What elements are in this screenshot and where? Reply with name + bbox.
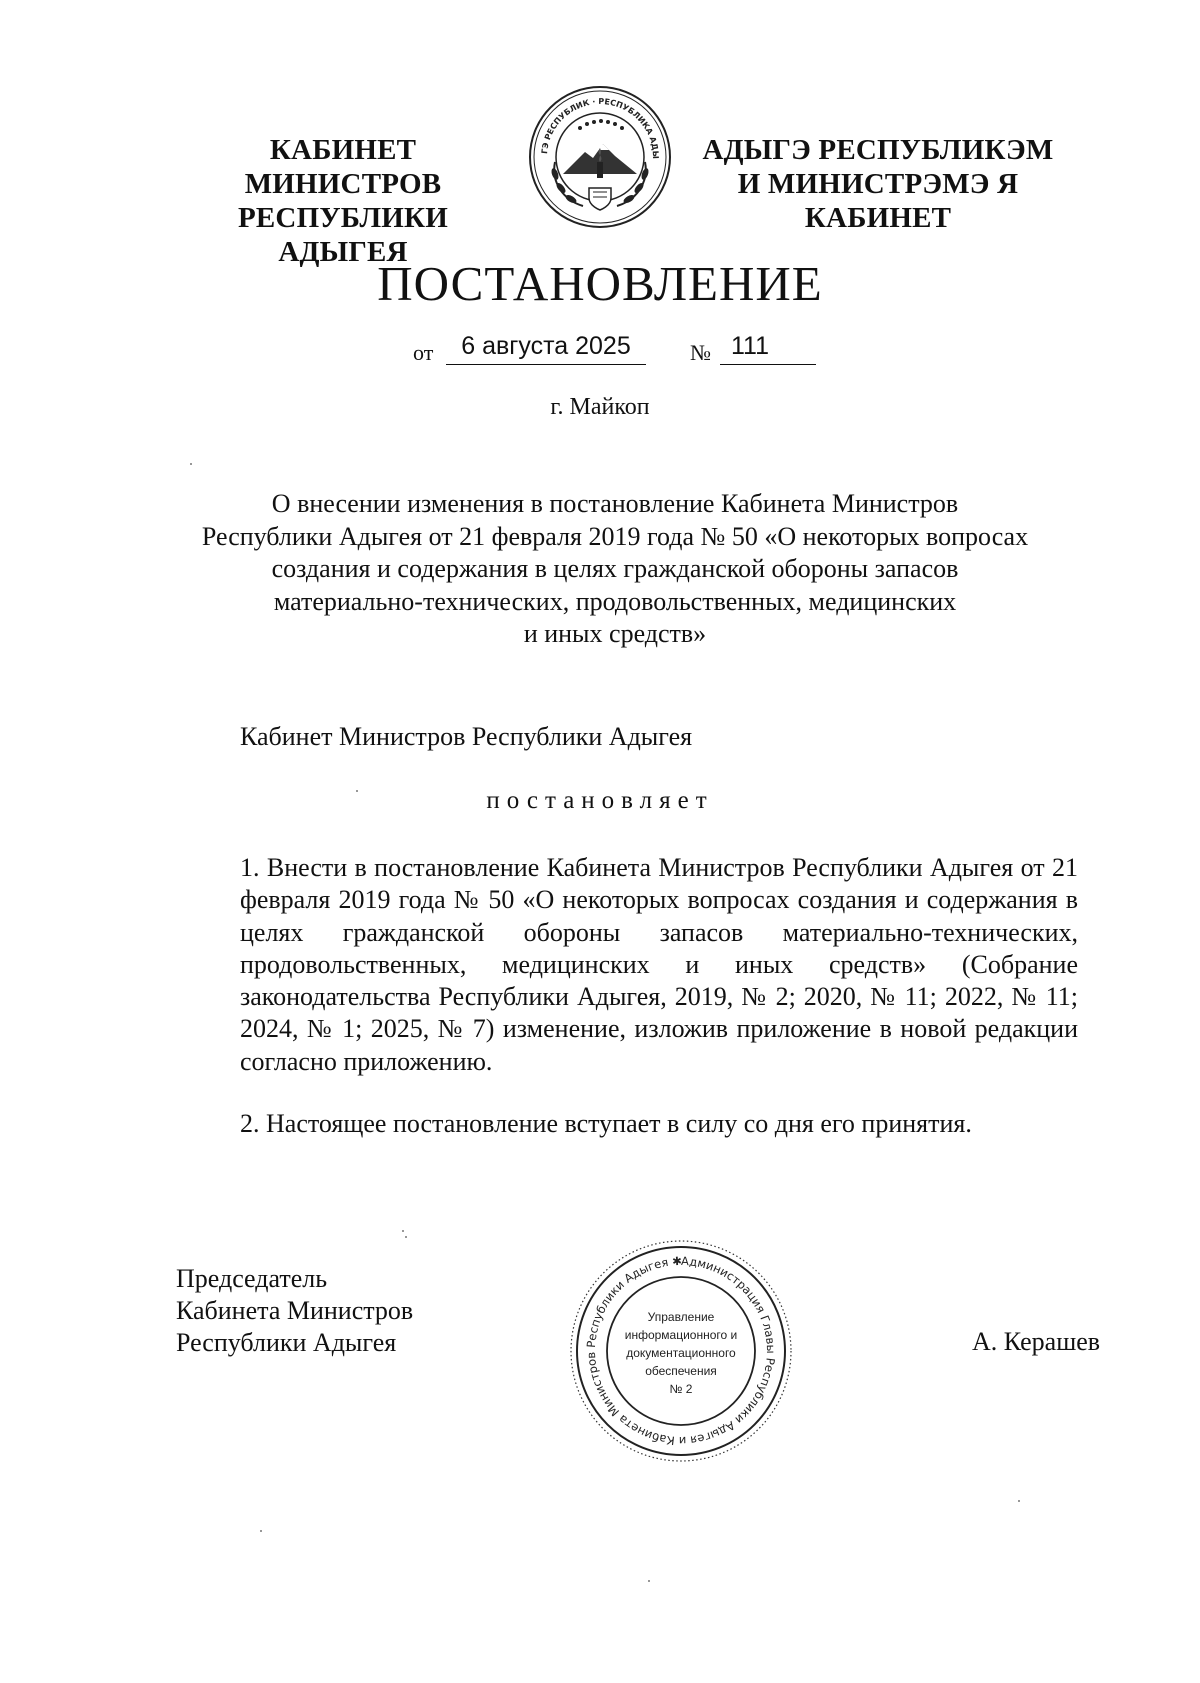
scan-speck [356,790,358,792]
date-prefix: от [413,340,434,365]
paragraph-1 [166,852,1078,1078]
document-title: ПОСТАНОВЛЕНИЕ [377,256,823,311]
document-subject [150,488,1080,651]
scan-speck [648,1580,650,1582]
signer-line: Республики Адыгея [176,1328,397,1357]
date-underline [446,364,646,365]
signer-title [176,1263,413,1359]
header-left [178,133,508,269]
scan-speck [402,1230,404,1232]
header-right [678,133,1078,235]
scan-speck [405,1236,407,1238]
document-date: 6 августа 2025 [461,332,631,360]
body-lead: Кабинет Министров Республики Адыгея [240,722,693,751]
subject-line: материально-технических, продовольственных, медицинских [273,586,957,616]
decree-word: постановляет [486,787,714,814]
date-number-row [0,330,1200,370]
paragraph-2-text: 2. Настоящее постановление вступает в силу со дня его принятия. [240,1109,972,1138]
subject-line: и иных средств» [523,619,707,648]
svg-text:Администрация Главы Республики: Администрация Главы Республики Адыгея и Кабинета Министров Республики Адыгея ✱ [583,1253,779,1449]
stamp-center-line: № 2 [669,1382,693,1396]
header-right-line1: АДЫГЭ РЕСПУБЛИКЭМ [702,134,1054,166]
official-stamp [565,1235,797,1467]
number-underline [720,364,816,365]
svg-text:АДЫГЭ РЕСПУБЛИК · РЕСПУБЛИКА А: ГЭ РЕСПУБЛИК · РЕСПУБЛИКА АДЫ [540,96,661,160]
signer-line: Кабинета Министров [176,1296,414,1325]
scan-speck [190,463,192,465]
stamp-center-line: обеспечения [645,1364,717,1378]
city: г. Майкоп [550,394,650,420]
paragraph-1-text: 1. Внести в постановление Кабинета Министров Республики Адыгея от 21 февраля 2019 года № 50 «О некоторых вопросах создания и содержания в целях гражданской обороны запасов материально-технических, продовольственных, медицинских и иных средств» (Собрание законодательства Республики Адыгея, 2019, № 2; 2020, № 11; 2022, № 11; 2024, № 1; 2025, № 7) изменение, изложив приложение в новой редакции согласно приложению. [240,853,1078,1076]
header-left-line2: РЕСПУБЛИКИ АДЫГЕЯ [237,202,449,268]
header-left-line1: КАБИНЕТ МИНИСТРОВ [244,134,442,200]
stamp-center-line: информационного и [624,1328,738,1342]
paragraph-2 [166,1108,1078,1140]
subject-line: создания и содержания в целях гражданской обороны запасов [271,554,959,583]
subject-line: О внесении изменения в постановление Кабинета Министров [271,489,959,518]
scan-speck [1018,1500,1020,1502]
scan-speck [260,1530,262,1532]
signer-line: Председатель [176,1264,328,1293]
document-number: 111 [730,332,769,360]
coat-of-arms-icon [525,82,675,232]
header-right-line2: И МИНИСТРЭМЭ Я КАБИНЕТ [737,168,1019,234]
signer-name: А. Керашев [972,1327,1101,1356]
stamp-center-line: документационного [626,1346,736,1360]
subject-line: Республики Адыгея от 21 февраля 2019 года № 50 «О некоторых вопросах [201,521,1029,551]
stamp-center-line: Управление [647,1310,715,1324]
number-prefix: № [690,340,711,365]
